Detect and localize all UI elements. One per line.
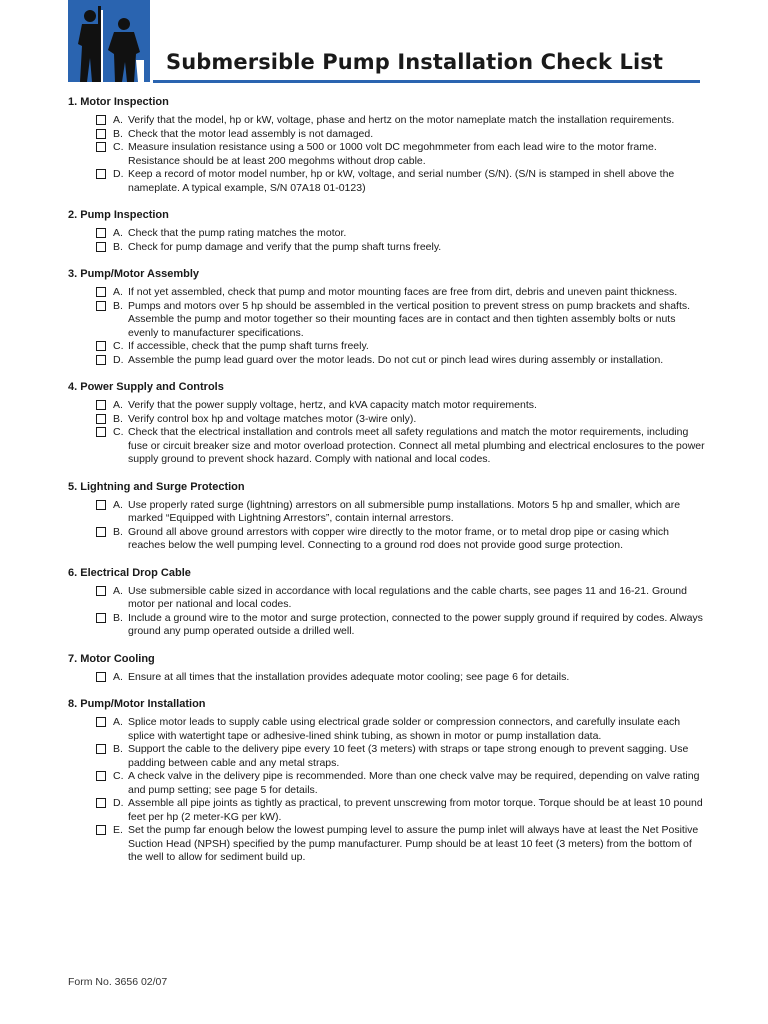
item-letter: D. [113,353,124,366]
checklist-item [68,300,708,341]
item-text: Measure insulation resistance using a 500 or 1000 volt DC megohmmeter from each lead wire to the motor frame. Resistance should be at least 200 megohms without drop cable. [128,141,657,167]
checkbox[interactable] [96,129,106,139]
item-text: If not yet assembled, check that pump and motor mounting faces are free from dirt, debris and uneven paint thickness. [128,286,678,298]
item-text: Verify control box hp and voltage matches motor (3-wire only). [128,412,417,425]
checkbox[interactable] [96,771,106,781]
checkbox[interactable] [96,414,106,424]
checklist-item [68,612,708,639]
checkbox[interactable] [96,798,106,808]
item-text: Check that the electrical installation and controls meet all safety regulations and match the motor requirements, including fuse or circuit breaker size and motor overload protection. Connect all metal plumbing and electrical enclosures to the power supply ground to prevent shock hazard. Comply with national and local codes. [128,426,705,465]
checklist-section [68,653,708,685]
checklist-section [68,567,708,639]
checklist-item [68,354,708,368]
checklist-section [68,268,708,367]
checkbox[interactable] [96,744,106,754]
checkbox[interactable] [96,228,106,238]
item-text: Set the pump far enough below the lowest pumping level to assure the pump inlet will always have at least the Net Positive Suction Head (NPSH) specified by the pump manufacturer. Pump should be at least 10 feet (3 meters) from the bottom of the well to allow for sediment build up. [128,824,699,863]
section-title: 2. Pump Inspection [68,209,169,221]
item-letter: E. [113,824,123,836]
checklist-item [68,824,708,865]
checklist-section [68,381,708,467]
checklist-item [68,671,708,685]
checklist-item [68,526,708,553]
checklist-item [68,743,708,770]
item-text: If accessible, check that the pump shaft turns freely. [128,340,369,352]
item-letter: B. [113,412,123,425]
item-letter: A. [113,286,123,298]
checkbox[interactable] [96,672,106,682]
checkbox[interactable] [96,115,106,125]
item-letter: D. [113,168,124,180]
item-letter: B. [113,127,123,140]
item-letter: C. [113,770,124,782]
item-text: Keep a record of motor model number, hp or kW, voltage, and serial number (S/N). (S/N is stamped in shell above the nameplate. A typical example, S/N 07A18 01-0123) [128,168,675,194]
item-letter: A. [113,114,123,126]
item-letter: C. [113,426,124,438]
checklist-item [68,128,708,142]
item-letter: A. [113,716,123,728]
checklist-section [68,698,708,865]
checkbox[interactable] [96,500,106,510]
checklist-item [68,241,708,255]
checkbox[interactable] [96,717,106,727]
checkbox[interactable] [96,355,106,365]
item-text: Splice motor leads to supply cable using electrical grade solder or compression connectors, and carefully insulate each splice with watertight tape or adhesive-lined shink tubing, as shown in motor or pump installation data. [128,716,681,742]
section-title: 7. Motor Cooling [68,652,155,665]
item-text: Verify that the power supply voltage, hertz, and kVA capacity match motor requirements. [128,399,537,411]
item-text: Assemble all pipe joints as tightly as practical, to prevent unscrewing from motor torque. Torque should be at least 10 pound feet per hp (2 meter-KG per kW). [128,797,703,823]
section-title: 6. Electrical Drop Cable [68,566,191,579]
item-text: Check that the motor lead assembly is not damaged. [128,127,374,140]
item-letter: B. [113,611,123,624]
checklist-item [68,499,708,526]
checkbox[interactable] [96,169,106,179]
section-title: 3. Pump/Motor Assembly [68,268,200,280]
checklist-item [68,716,708,743]
checklist-item [68,168,708,195]
item-text: Verify that the model, hp or kW, voltage, phase and hertz on the motor nameplate match the installation requirements. [128,114,675,126]
item-letter: A. [113,584,123,597]
item-letter: C. [113,141,124,153]
section-title: 5. Lightning and Surge Protection [68,480,245,493]
checkbox[interactable] [96,242,106,252]
page-title: Submersible Pump Installation Check List [166,50,664,74]
checkbox[interactable] [96,400,106,410]
item-letter: D. [113,797,124,809]
checkbox[interactable] [96,301,106,311]
checklist-section [68,481,708,553]
item-text: A check valve in the delivery pipe is recommended. More than one check valve may be required, depending on valve rating and pump setting; see page 5 for details. [128,770,700,796]
checklist-item [68,770,708,797]
item-letter: C. [113,340,124,352]
form-number: Form No. 3656 02/07 [68,976,168,988]
workers-silhouette-logo [68,0,150,82]
checklist-item [68,426,708,467]
checklist-section [68,209,708,254]
item-letter: A. [113,227,123,239]
checklist-item [68,114,708,128]
section-title: 8. Pump/Motor Installation [68,698,206,710]
checkbox[interactable] [96,527,106,537]
checklist-item [68,797,708,824]
checkbox[interactable] [96,613,106,623]
checklist-item [68,227,708,241]
item-text: Ensure at all times that the installation provides adequate motor cooling; see page 6 for details. [128,670,570,683]
item-text: Support the cable to the delivery pipe every 10 feet (3 meters) with straps or tape strong enough to prevent sagging. Use padding between cable and any metal straps. [128,743,689,769]
checkbox[interactable] [96,287,106,297]
section-title: 4. Power Supply and Controls [68,381,224,393]
item-letter: B. [113,240,123,253]
checklist-item [68,286,708,300]
checklist-item [68,141,708,168]
checklist-item [68,413,708,427]
item-letter: A. [113,670,123,683]
item-letter: B. [113,299,123,312]
item-text: Use properly rated surge (lightning) arrestors on all submersible pump installations. Motors 5 hp and smaller, which are marked “Equipped with Lightning Arrestors”, contain internal arrestors. [128,498,681,524]
checklist-content [68,96,708,879]
item-text: Pumps and motors over 5 hp should be assembled in the vertical position to prevent stress on pump brackets and shafts. Assemble the pump and motor together so their mounting faces are in contact and then tighten assembly bolts or nuts evenly to manufacturer specifications. [128,299,691,339]
checkbox[interactable] [96,586,106,596]
workers-silhouette-icon [68,0,150,82]
item-letter: A. [113,498,123,511]
item-text: Assemble the pump lead guard over the motor leads. Do not cut or pinch lead wires during assembly or installation. [128,353,664,366]
item-letter: B. [113,743,123,755]
title-divider [153,80,700,83]
item-text: Include a ground wire to the motor and surge protection, connected to the power supply ground if required by codes. Always ground any pump operated outside a drilled well. [128,611,703,637]
section-title: 1. Motor Inspection [68,96,169,108]
item-letter: B. [113,525,123,538]
item-text: Use submersible cable sized in accordance with local regulations and the cable charts, see pages 11 and 16-21. Ground motor per national and local codes. [128,584,687,610]
checkbox[interactable] [96,341,106,351]
checklist-item [68,585,708,612]
item-text: Check for pump damage and verify that the pump shaft turns freely. [128,240,442,253]
item-letter: A. [113,399,123,411]
checklist-item [68,399,708,413]
checklist-item [68,340,708,354]
checkbox[interactable] [96,427,106,437]
item-text: Check that the pump rating matches the motor. [128,227,347,239]
item-text: Ground all above ground arrestors with copper wire directly to the motor frame, or to metal drop pipe or casing which reaches below the well pumping level. Connecting to a ground rod does not provide good surge protection. [128,525,670,551]
checkbox[interactable] [96,142,106,152]
checklist-section [68,96,708,195]
checkbox[interactable] [96,825,106,835]
